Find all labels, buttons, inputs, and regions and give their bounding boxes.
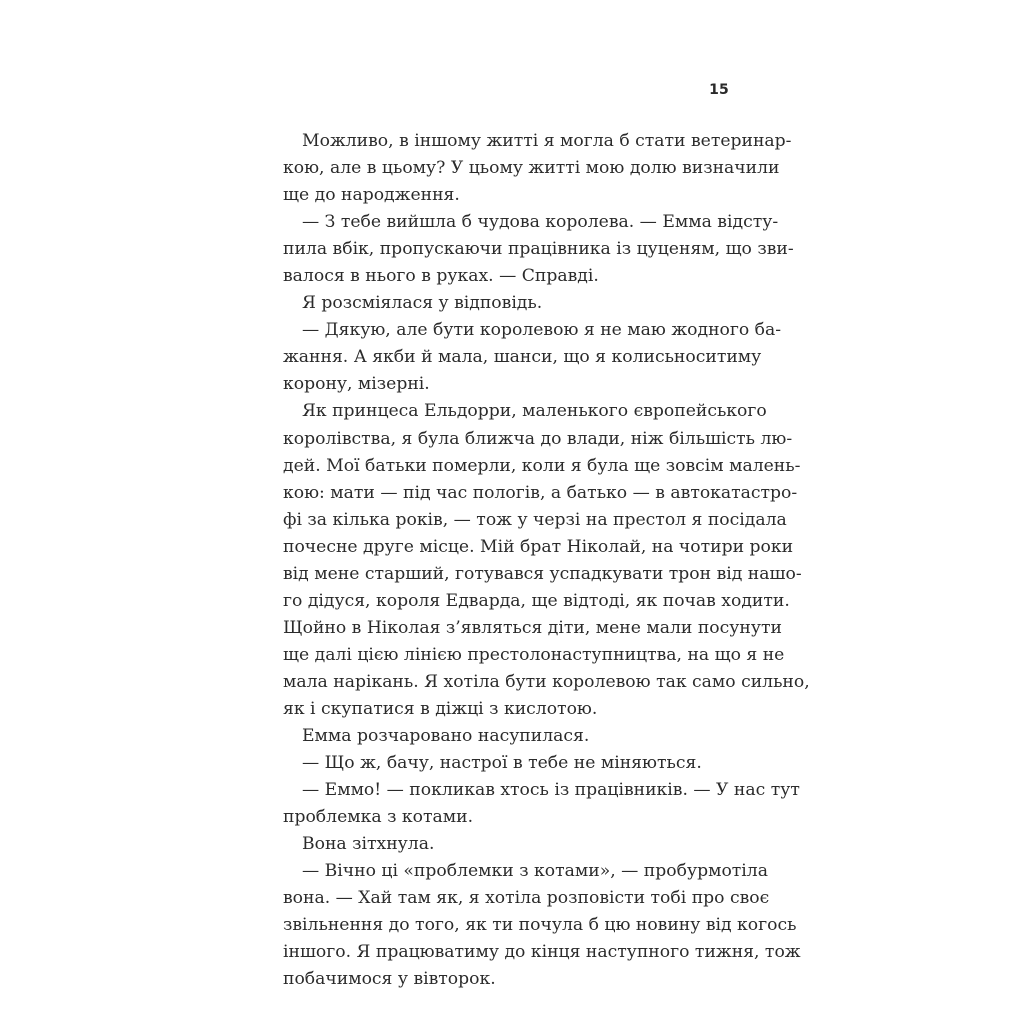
text-line: королівства, я була ближча до влади, ніж більшість лю- (283, 428, 793, 449)
text-line: — Еммо! — покликав хтось із працівників. — У нас тут (302, 780, 800, 801)
text-line: звільнення до того, як ти почула б цю новину від когось (283, 915, 797, 936)
text-line: жання. А якби й мала, шанси, що я колисьноситиму (283, 347, 762, 368)
text-line: кою: мати — під час пологів, а батько — в автокатастро- (283, 482, 798, 503)
text-line: корону, мізерні. (283, 374, 430, 395)
text-line: іншого. Я працюватиму до кінця наступного тижня, тож (283, 942, 801, 963)
text-line: Як принцеса Ельдорри, маленького європейського (302, 401, 767, 422)
text-line: мала нарікань. Я хотіла бути королевою так само сильно, (283, 671, 810, 692)
text-line: побачимося у вівторок. (283, 969, 496, 990)
text-line: валося в нього в руках. — Справді. (283, 266, 599, 287)
text-line: Я розсміялася у відповідь. (302, 293, 543, 314)
text-line: Щойно в Ніколая з’являться діти, мене мали посунути (283, 617, 782, 638)
text-line: — Вічно ці «проблемки з котами», — пробурмотіла (302, 861, 768, 882)
text-line: фі за кілька років, — тож у черзі на престол я посідала (283, 509, 787, 530)
text-line: го дідуся, короля Едварда, ще відтоді, як почав ходити. (283, 590, 790, 611)
page-number: 15 (709, 82, 729, 98)
text-line: проблемка з котами. (283, 807, 474, 828)
text-line: від мене старший, готувався успадкувати трон від нашо- (283, 563, 802, 584)
text-line: — З тебе вийшла б чудова королева. — Емма відсту- (302, 212, 779, 233)
text-line: дей. Мої батьки померли, коли я була ще зовсім малень- (283, 455, 801, 476)
text-line: почесне друге місце. Мій брат Ніколай, на чотири роки (283, 536, 794, 557)
text-line: кою, але в цьому? У цьому житті мою долю визначили (283, 158, 780, 179)
body-text (283, 128, 810, 994)
text-line: — Дякую, але бути королевою я не маю жодного ба- (302, 320, 782, 341)
text-line: — Що ж, бачу, настрої в тебе не міняються. (302, 753, 702, 774)
text-line: пила вбік, пропускаючи працівника із цуценям, що зви- (283, 239, 794, 260)
text-line: ще далі цією лінією престолонаступництва, на що я не (283, 644, 785, 665)
text-line: Емма розчаровано насупилася. (302, 726, 590, 747)
text-line: Вона зітхнула. (302, 834, 435, 855)
text-line: Можливо, в іншому житті я могла б стати ветеринар- (302, 131, 792, 151)
text-line: як і скупатися в діжці з кислотою. (283, 698, 598, 719)
text-line: вона. — Хай там як, я хотіла розповісти тобі про своє (283, 888, 770, 909)
text-line: ще до народження. (283, 185, 460, 206)
